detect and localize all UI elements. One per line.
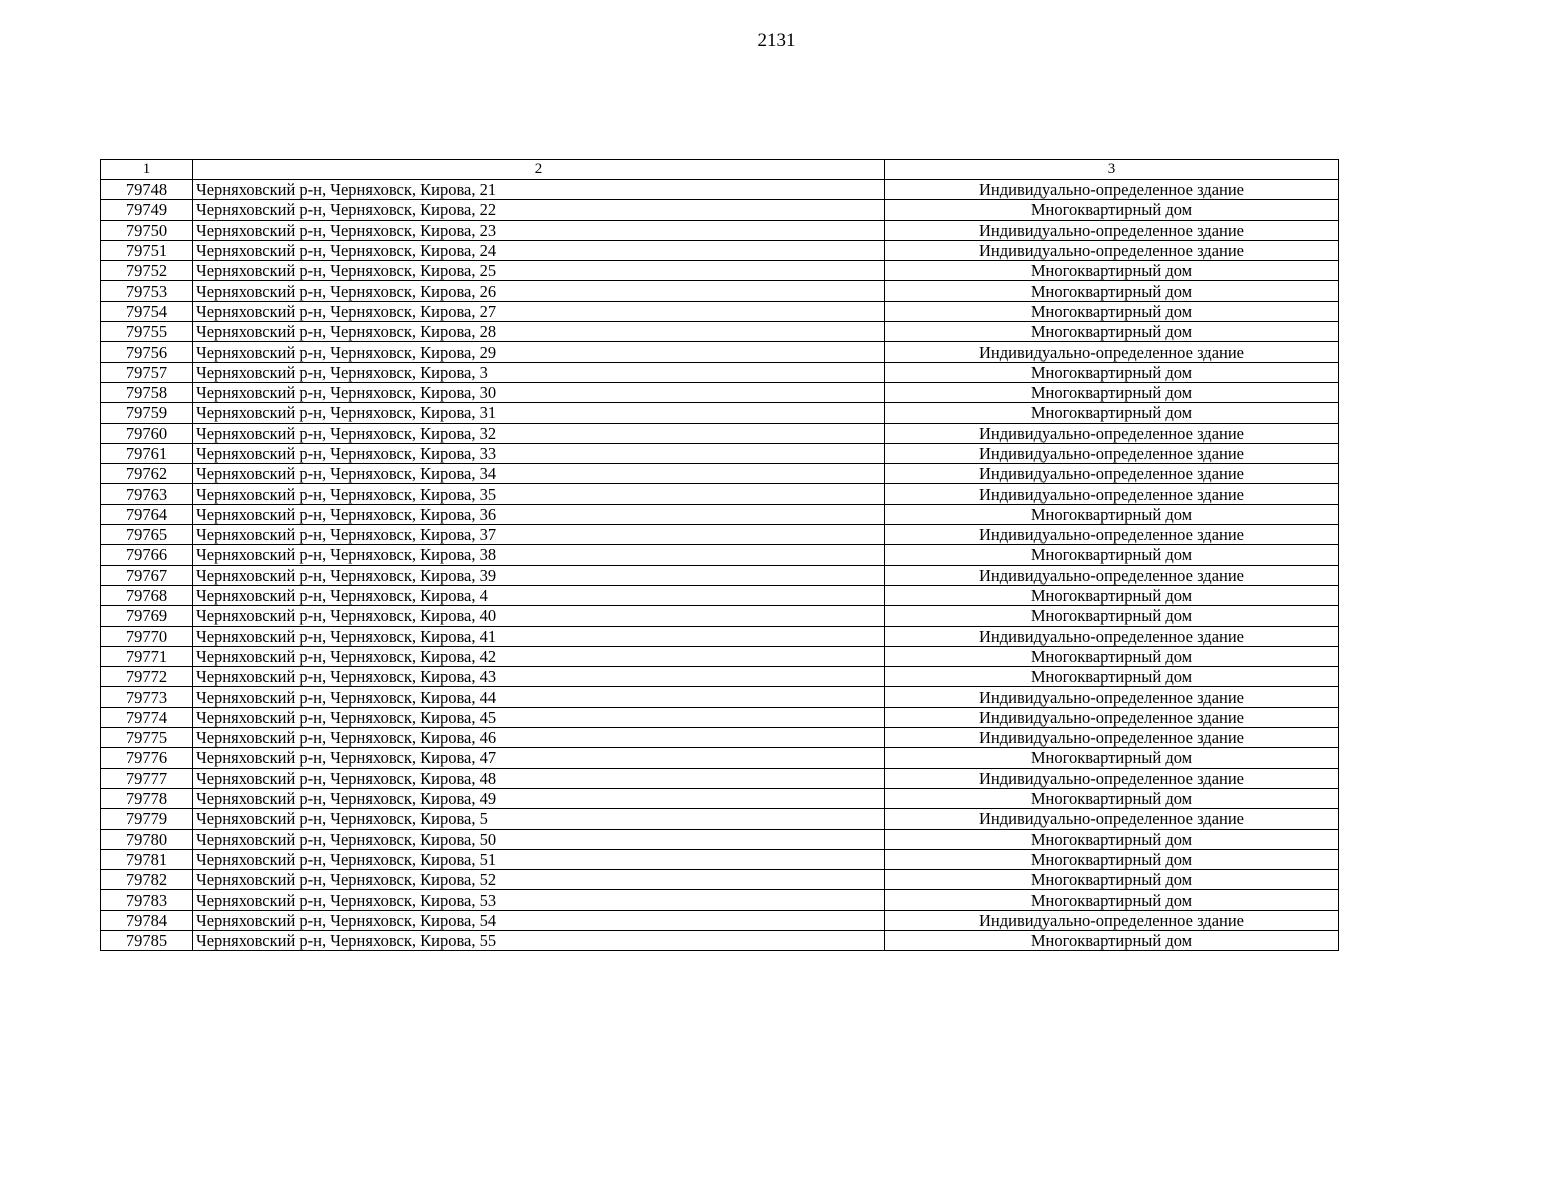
- row-number-cell: 79753: [101, 281, 193, 301]
- table-row: [101, 748, 1339, 768]
- row-number-cell: 79777: [101, 768, 193, 788]
- building-type-cell: Индивидуально-определенное здание: [885, 728, 1339, 748]
- table-row: [101, 423, 1339, 443]
- row-number-cell: 79774: [101, 707, 193, 727]
- address-cell: Черняховский р-н, Черняховск, Кирова, 26: [193, 281, 885, 301]
- table-row: [101, 768, 1339, 788]
- building-type-cell: Индивидуально-определенное здание: [885, 180, 1339, 200]
- address-cell: Черняховский р-н, Черняховск, Кирова, 45: [193, 707, 885, 727]
- address-cell: Черняховский р-н, Черняховск, Кирова, 4: [193, 585, 885, 605]
- row-number-cell: 79752: [101, 261, 193, 281]
- address-cell: Черняховский р-н, Черняховск, Кирова, 54: [193, 910, 885, 930]
- column-header-number: 1: [101, 160, 193, 180]
- building-type-cell: Многоквартирный дом: [885, 606, 1339, 626]
- table-row: [101, 382, 1339, 402]
- building-type-cell: Многоквартирный дом: [885, 890, 1339, 910]
- address-cell: Черняховский р-н, Черняховск, Кирова, 34: [193, 464, 885, 484]
- table-row: [101, 362, 1339, 382]
- building-type-cell: Многоквартирный дом: [885, 403, 1339, 423]
- address-cell: Черняховский р-н, Черняховск, Кирова, 31: [193, 403, 885, 423]
- row-number-cell: 79780: [101, 829, 193, 849]
- row-number-cell: 79782: [101, 870, 193, 890]
- building-type-cell: Многоквартирный дом: [885, 646, 1339, 666]
- row-number-cell: 79768: [101, 585, 193, 605]
- building-type-cell: Индивидуально-определенное здание: [885, 484, 1339, 504]
- building-type-cell: Многоквартирный дом: [885, 748, 1339, 768]
- table-row: [101, 829, 1339, 849]
- row-number-cell: 79757: [101, 362, 193, 382]
- table-row: [101, 180, 1339, 200]
- row-number-cell: 79755: [101, 322, 193, 342]
- table-row: [101, 849, 1339, 869]
- row-number-cell: 79760: [101, 423, 193, 443]
- registry-table: [100, 159, 1339, 951]
- building-type-cell: Многоквартирный дом: [885, 322, 1339, 342]
- building-type-cell: Индивидуально-определенное здание: [885, 768, 1339, 788]
- table-row: [101, 565, 1339, 585]
- column-header-type: 3: [885, 160, 1339, 180]
- building-type-cell: Многоквартирный дом: [885, 382, 1339, 402]
- row-number-cell: 79771: [101, 646, 193, 666]
- address-cell: Черняховский р-н, Черняховск, Кирова, 33: [193, 443, 885, 463]
- building-type-cell: Многоквартирный дом: [885, 261, 1339, 281]
- building-type-cell: Индивидуально-определенное здание: [885, 423, 1339, 443]
- row-number-cell: 79783: [101, 890, 193, 910]
- building-type-cell: Индивидуально-определенное здание: [885, 240, 1339, 260]
- building-type-cell: Многоквартирный дом: [885, 829, 1339, 849]
- row-number-cell: 79770: [101, 626, 193, 646]
- row-number-cell: 79778: [101, 788, 193, 808]
- row-number-cell: 79779: [101, 809, 193, 829]
- address-cell: Черняховский р-н, Черняховск, Кирова, 49: [193, 788, 885, 808]
- table-row: [101, 930, 1339, 950]
- address-cell: Черняховский р-н, Черняховск, Кирова, 24: [193, 240, 885, 260]
- row-number-cell: 79761: [101, 443, 193, 463]
- address-cell: Черняховский р-н, Черняховск, Кирова, 21: [193, 180, 885, 200]
- building-type-cell: Многоквартирный дом: [885, 504, 1339, 524]
- building-type-cell: Индивидуально-определенное здание: [885, 707, 1339, 727]
- row-number-cell: 79785: [101, 930, 193, 950]
- row-number-cell: 79765: [101, 525, 193, 545]
- row-number-cell: 79751: [101, 240, 193, 260]
- row-number-cell: 79756: [101, 342, 193, 362]
- address-cell: Черняховский р-н, Черняховск, Кирова, 40: [193, 606, 885, 626]
- address-cell: Черняховский р-н, Черняховск, Кирова, 46: [193, 728, 885, 748]
- table-row: [101, 606, 1339, 626]
- building-type-cell: Многоквартирный дом: [885, 585, 1339, 605]
- table-row: [101, 687, 1339, 707]
- table-row: [101, 322, 1339, 342]
- address-cell: Черняховский р-н, Черняховск, Кирова, 35: [193, 484, 885, 504]
- row-number-cell: 79767: [101, 565, 193, 585]
- address-cell: Черняховский р-н, Черняховск, Кирова, 44: [193, 687, 885, 707]
- row-number-cell: 79784: [101, 910, 193, 930]
- building-type-cell: Индивидуально-определенное здание: [885, 443, 1339, 463]
- table-row: [101, 728, 1339, 748]
- table-row: [101, 667, 1339, 687]
- building-type-cell: Индивидуально-определенное здание: [885, 910, 1339, 930]
- table-row: [101, 585, 1339, 605]
- table-row: [101, 890, 1339, 910]
- building-type-cell: Индивидуально-определенное здание: [885, 220, 1339, 240]
- building-type-cell: Индивидуально-определенное здание: [885, 809, 1339, 829]
- building-type-cell: Многоквартирный дом: [885, 788, 1339, 808]
- address-cell: Черняховский р-н, Черняховск, Кирова, 30: [193, 382, 885, 402]
- table-row: [101, 342, 1339, 362]
- page-number: 2131: [757, 30, 796, 51]
- row-number-cell: 79754: [101, 301, 193, 321]
- address-cell: Черняховский р-н, Черняховск, Кирова, 51: [193, 849, 885, 869]
- table-header-row: [101, 160, 1339, 180]
- building-type-cell: Индивидуально-определенное здание: [885, 565, 1339, 585]
- row-number-cell: 79762: [101, 464, 193, 484]
- address-cell: Черняховский р-н, Черняховск, Кирова, 29: [193, 342, 885, 362]
- address-cell: Черняховский р-н, Черняховск, Кирова, 52: [193, 870, 885, 890]
- address-cell: Черняховский р-н, Черняховск, Кирова, 53: [193, 890, 885, 910]
- row-number-cell: 79763: [101, 484, 193, 504]
- address-cell: Черняховский р-н, Черняховск, Кирова, 38: [193, 545, 885, 565]
- building-type-cell: Многоквартирный дом: [885, 301, 1339, 321]
- address-cell: Черняховский р-н, Черняховск, Кирова, 37: [193, 525, 885, 545]
- table-row: [101, 504, 1339, 524]
- address-cell: Черняховский р-н, Черняховск, Кирова, 28: [193, 322, 885, 342]
- row-number-cell: 79764: [101, 504, 193, 524]
- table-row: [101, 707, 1339, 727]
- building-type-cell: Многоквартирный дом: [885, 667, 1339, 687]
- address-cell: Черняховский р-н, Черняховск, Кирова, 3: [193, 362, 885, 382]
- row-number-cell: 79769: [101, 606, 193, 626]
- building-type-cell: Индивидуально-определенное здание: [885, 687, 1339, 707]
- building-type-cell: Многоквартирный дом: [885, 545, 1339, 565]
- row-number-cell: 79781: [101, 849, 193, 869]
- building-type-cell: Многоквартирный дом: [885, 870, 1339, 890]
- row-number-cell: 79772: [101, 667, 193, 687]
- building-type-cell: Индивидуально-определенное здание: [885, 464, 1339, 484]
- row-number-cell: 79758: [101, 382, 193, 402]
- building-type-cell: Многоквартирный дом: [885, 849, 1339, 869]
- building-type-cell: Индивидуально-определенное здание: [885, 525, 1339, 545]
- address-cell: Черняховский р-н, Черняховск, Кирова, 50: [193, 829, 885, 849]
- table-row: [101, 788, 1339, 808]
- row-number-cell: 79749: [101, 200, 193, 220]
- address-cell: Черняховский р-н, Черняховск, Кирова, 25: [193, 261, 885, 281]
- address-cell: Черняховский р-н, Черняховск, Кирова, 23: [193, 220, 885, 240]
- row-number-cell: 79759: [101, 403, 193, 423]
- address-cell: Черняховский р-н, Черняховск, Кирова, 36: [193, 504, 885, 524]
- registry-table-body: [101, 160, 1339, 951]
- table-row: [101, 545, 1339, 565]
- row-number-cell: 79750: [101, 220, 193, 240]
- table-row: [101, 910, 1339, 930]
- building-type-cell: Многоквартирный дом: [885, 200, 1339, 220]
- table-row: [101, 484, 1339, 504]
- building-type-cell: Многоквартирный дом: [885, 362, 1339, 382]
- table-row: [101, 200, 1339, 220]
- table-row: [101, 626, 1339, 646]
- address-cell: Черняховский р-н, Черняховск, Кирова, 55: [193, 930, 885, 950]
- table-row: [101, 240, 1339, 260]
- table-row: [101, 281, 1339, 301]
- address-cell: Черняховский р-н, Черняховск, Кирова, 47: [193, 748, 885, 768]
- address-cell: Черняховский р-н, Черняховск, Кирова, 42: [193, 646, 885, 666]
- table-row: [101, 525, 1339, 545]
- address-cell: Черняховский р-н, Черняховск, Кирова, 48: [193, 768, 885, 788]
- table-row: [101, 403, 1339, 423]
- table-row: [101, 464, 1339, 484]
- building-type-cell: Многоквартирный дом: [885, 281, 1339, 301]
- address-cell: Черняховский р-н, Черняховск, Кирова, 32: [193, 423, 885, 443]
- address-cell: Черняховский р-н, Черняховск, Кирова, 5: [193, 809, 885, 829]
- table-row: [101, 261, 1339, 281]
- building-type-cell: Многоквартирный дом: [885, 930, 1339, 950]
- table-row: [101, 809, 1339, 829]
- row-number-cell: 79748: [101, 180, 193, 200]
- address-cell: Черняховский р-н, Черняховск, Кирова, 43: [193, 667, 885, 687]
- table-row: [101, 870, 1339, 890]
- table-row: [101, 301, 1339, 321]
- building-type-cell: Индивидуально-определенное здание: [885, 342, 1339, 362]
- column-header-address: 2: [193, 160, 885, 180]
- table-row: [101, 220, 1339, 240]
- row-number-cell: 79766: [101, 545, 193, 565]
- row-number-cell: 79776: [101, 748, 193, 768]
- table-row: [101, 646, 1339, 666]
- table-row: [101, 443, 1339, 463]
- row-number-cell: 79773: [101, 687, 193, 707]
- address-cell: Черняховский р-н, Черняховск, Кирова, 27: [193, 301, 885, 321]
- building-type-cell: Индивидуально-определенное здание: [885, 626, 1339, 646]
- row-number-cell: 79775: [101, 728, 193, 748]
- address-cell: Черняховский р-н, Черняховск, Кирова, 22: [193, 200, 885, 220]
- address-cell: Черняховский р-н, Черняховск, Кирова, 39: [193, 565, 885, 585]
- address-cell: Черняховский р-н, Черняховск, Кирова, 41: [193, 626, 885, 646]
